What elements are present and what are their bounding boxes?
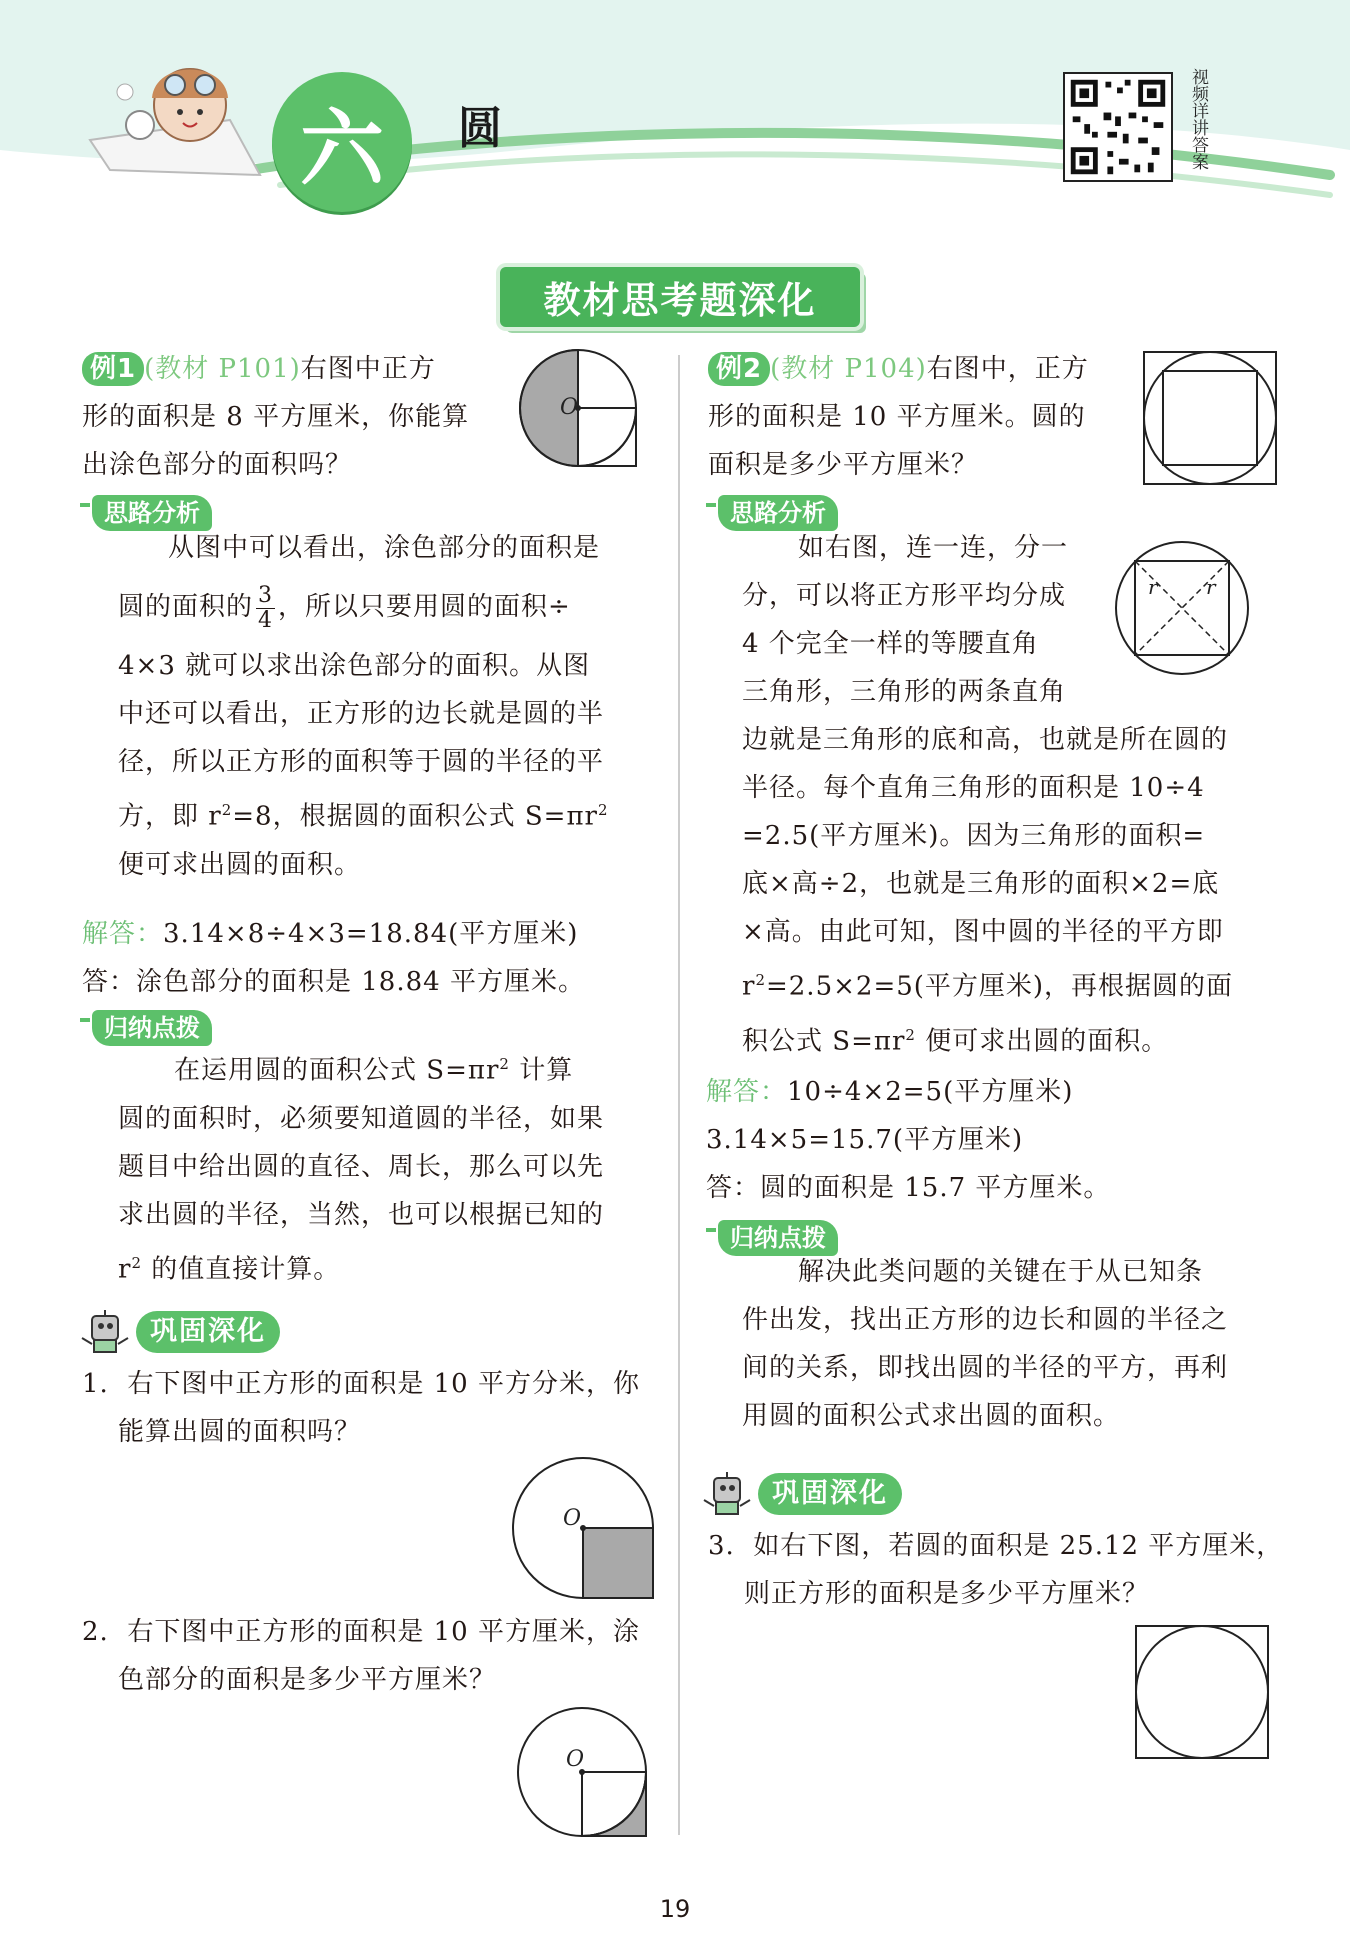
example1-summary-line: 题目中给出圆的直径、周长，那么可以先 — [118, 1151, 605, 1182]
chapter-header — [0, 0, 1350, 230]
example1-analysis-line: ，所以只要用圆的面积÷ — [278, 592, 571, 622]
robot-mascot-icon — [702, 1470, 754, 1520]
radius-label: r — [1148, 575, 1158, 599]
problem-number: 2. — [82, 1617, 109, 1647]
example2-analysis-line: =2.5×2=5(平方厘米)，再根据圆的面 — [765, 971, 1234, 1002]
example2-question-line: 面积是多少平方厘米？ — [708, 450, 979, 480]
example1-summary-line: r — [118, 1254, 132, 1285]
example1-question-line: 右图中正方 — [300, 354, 436, 384]
problem1-figure — [505, 1455, 655, 1605]
example1-question-line: 形的面积是 8 平方厘米，你能算 — [82, 402, 470, 432]
example1-answer-label: 解答： — [82, 919, 164, 949]
example2-analysis-line: r — [742, 971, 756, 1002]
column-divider — [678, 355, 680, 1835]
example2-analysis-line: 底×高÷2，也就是三角形的面积×2=底 — [742, 869, 1220, 899]
robot-mascot-icon — [80, 1308, 132, 1358]
problem-text: 右下图中正方形的面积是 10 平方厘米，涂 — [127, 1617, 640, 1647]
example2-analysis-line: 边就是三角形的底和高，也就是所在圆的 — [742, 725, 1229, 755]
example1-analysis-line: 中还可以看出，正方形的边长就是圆的半 — [118, 699, 605, 729]
problem-text: 右下图中正方形的面积是 10 平方分米，你 — [127, 1369, 640, 1399]
example1-analysis-line: 圆的面积的 — [118, 592, 254, 622]
example1-analysis-line: 4×3 就可以求出涂色部分的面积。从图 — [118, 651, 591, 681]
example2-summary-line: 解决此类问题的关键在于从已知条 — [798, 1257, 1204, 1287]
radius-label: r — [1206, 575, 1216, 599]
problem3-figure — [1132, 1622, 1272, 1762]
example2-summary — [742, 1248, 1282, 1440]
example2-summary-line: 间的关系，即找出圆的半径的平方，再利 — [742, 1353, 1229, 1383]
example1-summary-line: 求出圆的半径，当然，也可以根据已知的 — [118, 1199, 605, 1230]
example2-figure — [1140, 348, 1280, 488]
example1-analysis-label: 思路分析 — [92, 495, 212, 531]
chapter-number-badge: 六 — [272, 72, 412, 212]
practice-banner: 巩固深化 — [758, 1473, 902, 1515]
example1-analysis: 从图中可以看出，涂色部分的面积是 圆的面积的 $\frac{3}{4}$ ，所以只要用圆的面积÷ 4×3 就可以求出涂色部分的面积。从图 中还可以看出，正方形的边长就是圆的半 径，所以正方形的面积等于圆的半径的平 方，即 $r^2=8$，根据圆的面积公式 $S=\pi r^2$ 便可求出圆的面积。 — [82, 524, 642, 889]
section-title-banner: 教材思考题深化 — [500, 267, 860, 327]
example2-analysis-line: 三角形，三角形的两条直角 — [742, 677, 1067, 707]
practice-banner: 巩固深化 — [136, 1311, 280, 1353]
example2-analysis: 如右图，连一连，分一 分，可以将正方形平均分成 4 个完全一样的等腰直角 三角形，三角形的两条直角 边就是三角形的底和高，也就是所在圆的 半径。每个直角三角形的面积是 10÷4 =2.5(平方厘米)。因为三角形的面积= 底×高÷2，也就是三角形的面积×2=底 ×高。由此可知，图中圆的半径的平方即 $r^2=2.5\times 2=5$(平方厘米)，再根据圆的面 积公式 $S=\pi r^2$ 便可求出圆的面积。 — [742, 524, 1282, 1065]
example1-question-line: 出涂色部分的面积吗？ — [82, 450, 353, 480]
example2-tag: 例2 — [708, 352, 770, 386]
example2-analysis-line: 如右图，连一连，分一 — [798, 533, 1069, 563]
example2-analysis-line: =2.5(平方厘米)。因为三角形的面积= — [742, 821, 1206, 851]
example2-answer-label: 解答： — [706, 1077, 788, 1107]
example1-question — [82, 345, 502, 489]
example2-analysis-line: 积公式 S=πr — [742, 1026, 906, 1057]
circle-center-label: O — [566, 1747, 585, 1772]
problem-2 — [82, 1608, 662, 1704]
example2-summary-label: 归纳点拨 — [718, 1220, 838, 1256]
circle-center-label: O — [563, 1506, 582, 1531]
example2-answer-calc: 3.14×5=15.7(平方厘米) — [706, 1125, 1024, 1155]
qr-code-icon — [1063, 72, 1173, 182]
example2-analysis-line: 4 个完全一样的等腰直角 — [742, 629, 1039, 659]
problem-1 — [82, 1360, 662, 1456]
example1-summary-line: 的值直接计算。 — [151, 1254, 341, 1285]
example1-tag: 例1 — [82, 352, 144, 386]
example2-answer — [706, 1068, 1286, 1212]
example1-analysis-line: 方，即 r — [118, 801, 222, 832]
example1-summary-label: 归纳点拨 — [92, 1010, 212, 1046]
problem-text: 则正方形的面积是多少平方厘米？ — [744, 1579, 1150, 1609]
example1-analysis-line: 便可求出圆的面积。 — [118, 849, 362, 880]
example1-summary: 在运用圆的面积公式 $S=\pi r^2$ 计算 圆的面积时，必须要知道圆的半径，如果 题目中给出圆的直径、周长，那么可以先 求出圆的半径，当然，也可以根据已知的 $r^2$ 的值直接计算。 — [118, 1040, 648, 1293]
circle-center-label: O — [560, 395, 579, 420]
example2-analysis-label: 思路分析 — [718, 495, 838, 531]
example1-summary-line: 圆的面积时，必须要知道圆的半径，如果 — [118, 1103, 605, 1134]
problem-text: 如右下图，若圆的面积是 25.12 平方厘米， — [753, 1531, 1284, 1561]
example1-analysis-line: 从图中可以看出，涂色部分的面积是 — [168, 533, 601, 563]
example2-summary-line: 件出发，找出正方形的边长和圆的半径之 — [742, 1305, 1229, 1335]
fraction-three-quarters: $\frac{3}{4}$ — [258, 582, 274, 633]
page-number: 19 — [659, 1895, 691, 1923]
example2-analysis-line: 便可求出圆的面积。 — [925, 1026, 1169, 1057]
problem-number: 3. — [708, 1531, 735, 1561]
example2-ref: (教材 P104) — [770, 354, 927, 384]
problem-number: 1. — [82, 1369, 109, 1399]
problem-3 — [708, 1522, 1288, 1618]
example2-question-line: 形的面积是 10 平方厘米。圆的 — [708, 402, 1086, 432]
example1-analysis-line: 径，所以正方形的面积等于圆的半径的平 — [118, 747, 605, 777]
example2-question-line: 右图中，正方 — [926, 354, 1089, 384]
qr-code-label: 视频详讲答案 — [1188, 68, 1208, 170]
example1-answer-text: 答：涂色部分的面积是 18.84 平方厘米。 — [82, 967, 585, 997]
example1-figure — [508, 340, 658, 490]
example2-question — [708, 345, 1128, 489]
example1-analysis-line: =8，根据圆的面积公式 S=πr — [232, 801, 598, 832]
example2-answer-calc: 10÷4×2=5(平方厘米) — [787, 1077, 1074, 1107]
example1-ref: (教材 P101) — [144, 354, 301, 384]
example2-summary-line: 用圆的面积公式求出圆的面积。 — [742, 1401, 1121, 1431]
example1-answer — [82, 910, 662, 1006]
problem-text: 色部分的面积是多少平方厘米？ — [118, 1665, 497, 1695]
problem-text: 能算出圆的面积吗？ — [118, 1417, 362, 1447]
example2-analysis-line: ×高。由此可知，图中圆的半径的平方即 — [742, 917, 1224, 947]
example2-analysis-line: 半径。每个直角三角形的面积是 10÷4 — [742, 773, 1205, 803]
example1-summary-line: 计算 — [519, 1055, 574, 1086]
example2-answer-text: 答：圆的面积是 15.7 平方厘米。 — [706, 1173, 1111, 1203]
example1-answer-calc: 3.14×8÷4×3=18.84(平方厘米) — [163, 919, 579, 949]
problem2-figure — [510, 1700, 660, 1850]
example2-analysis-line: 分，可以将正方形平均分成 — [742, 581, 1067, 611]
chapter-title: 圆 — [458, 103, 502, 154]
example1-summary-line: 在运用圆的面积公式 S=πr — [174, 1055, 500, 1086]
